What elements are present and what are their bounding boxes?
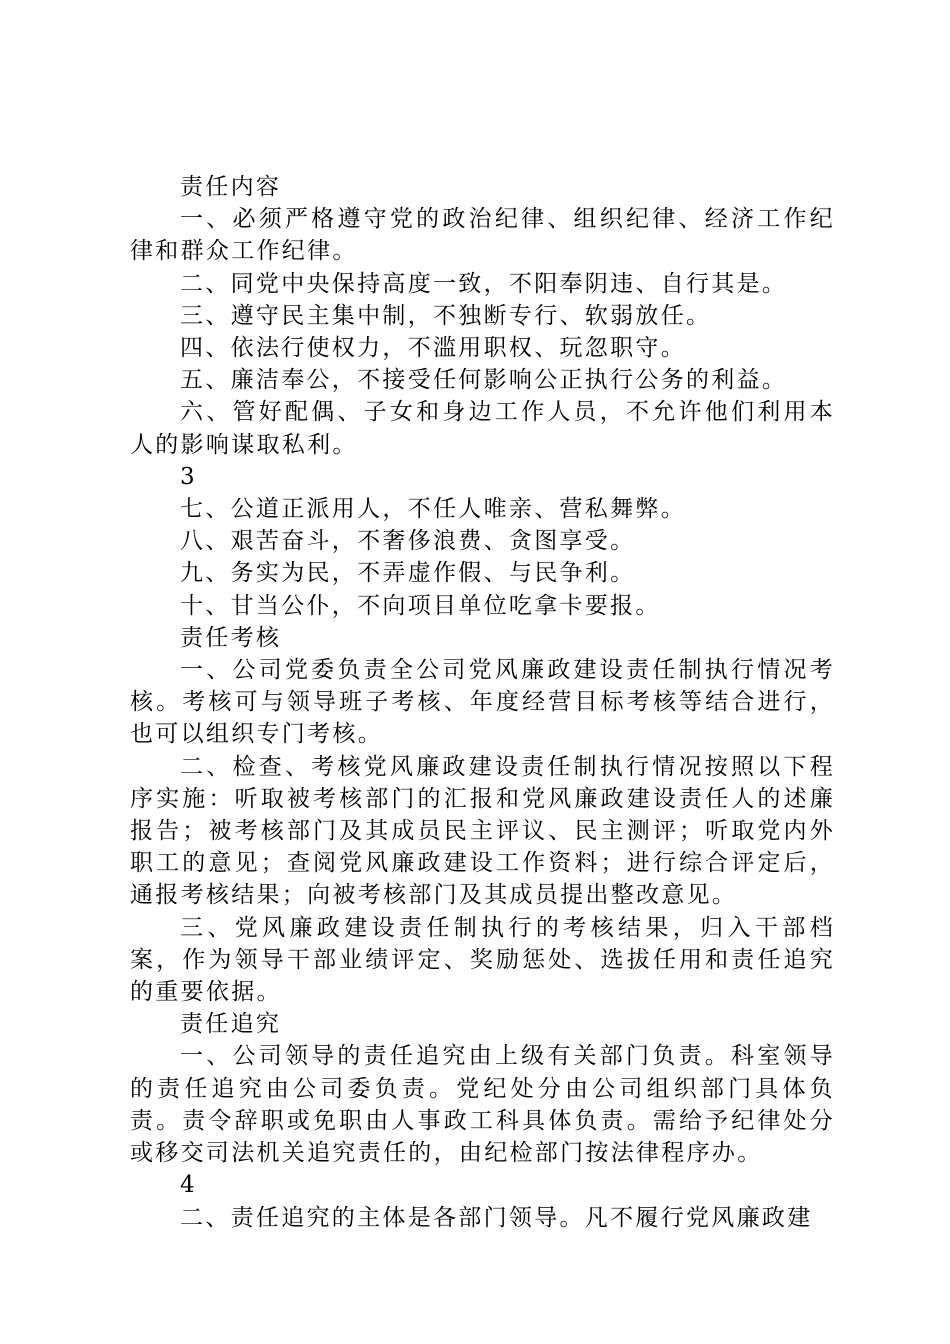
page-number: 4 (180, 1172, 197, 1199)
assessment-item-3: 三、党风廉政建设责任制执行的考核结果，归入干部档案，作为领导干部业绩评定、奖励惩处、选拔任用和责任追究的重要依据。 (130, 914, 835, 1006)
content-item-3: 三、遵守民主集中制，不独断专行、软弱放任。 (180, 302, 712, 329)
content-item-9: 九、务实为民，不弄虚作假、与民争利。 (180, 560, 636, 587)
content-item-10: 十、甘当公仆，不向项目单位吃拿卡要报。 (180, 592, 661, 619)
assessment-item-1: 一、公司党委负责全公司党风廉政建设责任制执行情况考核。考核可与领导班子考核、年度经营目标考核等结合进行，也可以组织专门考核。 (130, 657, 835, 748)
assessment-item-2: 二、检查、考核党风廉政建设责任制执行情况按照以下程序实施：听取被考核部门的汇报和党风廉政建设责任人的述廉报告；被考核部门及其成员民主评议、民主测评；听取党内外职工的意见；查阅党风廉政建设工作资料；进行综合评定后，通报考核结果；向被考核部门及其成员提出整改意见。 (130, 753, 835, 909)
section-heading-responsibility-assessment: 责任考核 (180, 624, 282, 651)
section-heading-responsibility-accountability: 责任追究 (180, 1011, 282, 1038)
document-body (130, 171, 835, 1234)
content-item-6: 六、管好配偶、子女和身边工作人员，不允许他们利用本人的影响谋取私利。 (130, 399, 835, 458)
accountability-item-1: 一、公司领导的责任追究由上级有关部门负责。科室领导的责任追究由公司委负责。党纪处分由公司组织部门具体负责。责令辞职或免职由人事政工科具体负责。需给予纪律处分或移交司法机关追究责任的，由纪检部门按法律程序办。 (130, 1043, 835, 1167)
accountability-item-2: 二、责任追究的主体是各部门领导。凡不履行党风廉政建 (180, 1204, 813, 1231)
content-item-8: 八、艰苦奋斗，不奢侈浪费、贪图享受。 (180, 528, 636, 555)
content-item-4: 四、依法行使权力，不滥用职权、玩忽职守。 (180, 335, 686, 362)
section-heading-responsibility-content: 责任内容 (180, 174, 282, 200)
content-item-1: 一、必须严格遵守党的政治纪律、组织纪律、经济工作纪律和群众工作纪律。 (130, 206, 835, 265)
content-item-5: 五、廉洁奉公，不接受任何影响公正执行公务的利益。 (180, 367, 788, 394)
content-item-2: 二、同党中央保持高度一致，不阳奉阴违、自行其是。 (180, 270, 788, 297)
page-number: 3 (180, 463, 197, 490)
content-item-7: 七、公道正派用人，不任人唯亲、营私舞弊。 (180, 496, 686, 523)
